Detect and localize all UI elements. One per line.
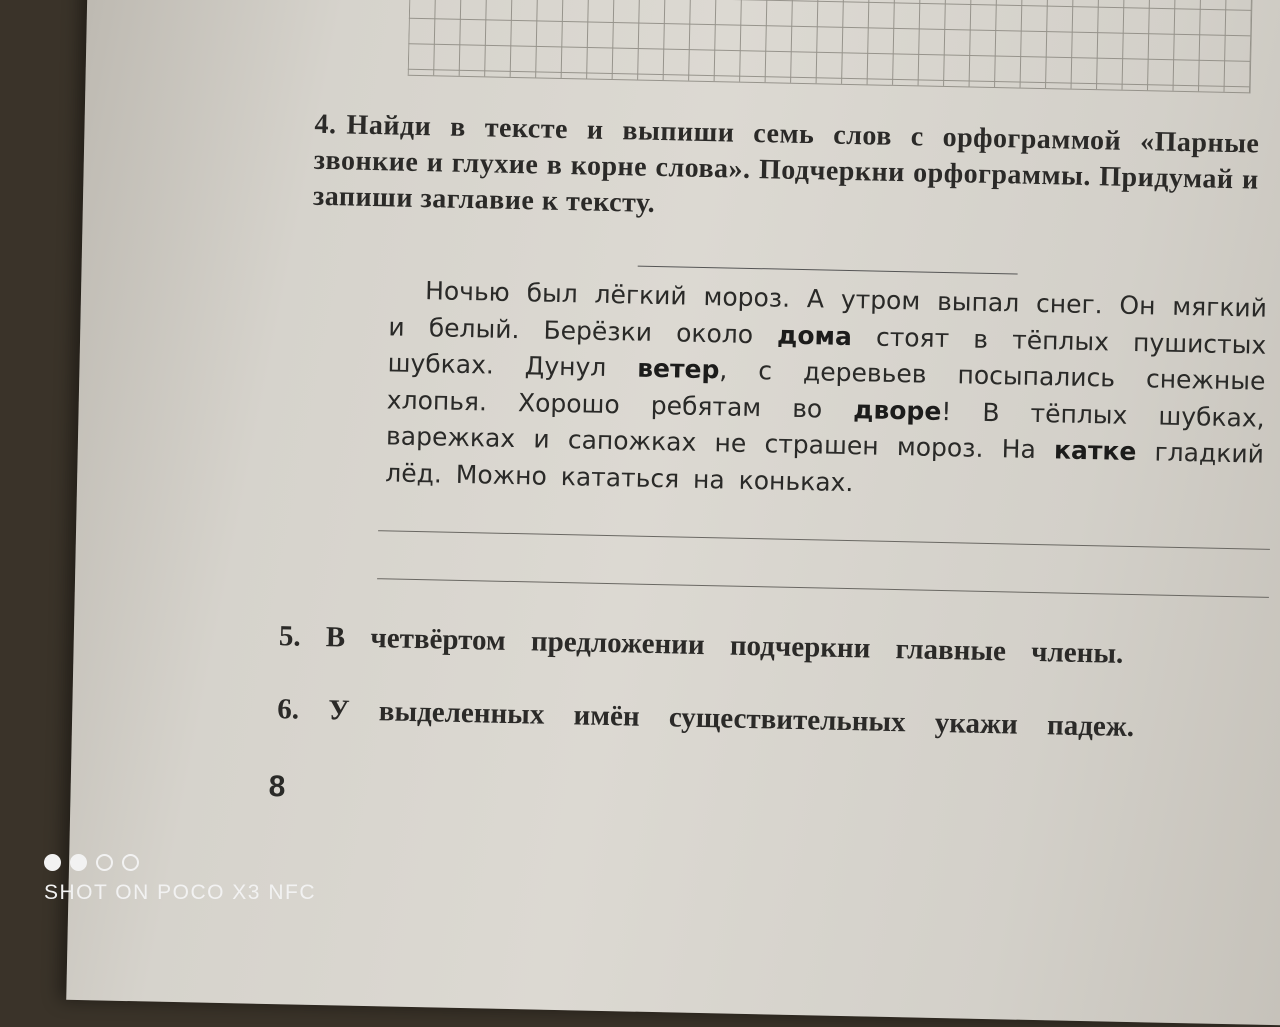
title-answer-line bbox=[638, 266, 1018, 275]
story-part-1: Ночью был лёгкий мороз. А утром выпал снег. Он мягкий и белый. Берёзки около bbox=[388, 276, 1268, 350]
highlighted-noun-1: дома bbox=[776, 320, 853, 351]
watermark-dot-icon bbox=[122, 854, 139, 871]
highlighted-noun-3: дворе bbox=[853, 394, 942, 426]
watermark-text: SHOT ON POCO X3 NFC bbox=[44, 881, 316, 904]
story-part-4: ! В тёплых шубках, варежках и сапожках не страшен мороз. На bbox=[385, 396, 1265, 465]
task-4 bbox=[313, 107, 1260, 235]
task-6 bbox=[277, 693, 1242, 746]
watermark-dot-icon bbox=[70, 854, 87, 871]
answer-line-1 bbox=[378, 530, 1270, 550]
task-5-number: 5. bbox=[278, 620, 301, 653]
task-4-text: Найди в тексте и выпиши семь слов с орфограммой «Парные звонкие и глухие в корне слова». Подчеркни орфограммы. Придумай и запиши заглавие к тексту. bbox=[312, 109, 1260, 219]
highlighted-noun-4: катке bbox=[1053, 435, 1137, 467]
task-6-number: 6. bbox=[277, 693, 300, 726]
story-part-2: стоят в тёплых пушистых шубках. Дунул bbox=[387, 321, 1267, 383]
task-4-number: 4. bbox=[314, 108, 337, 141]
answer-grid bbox=[408, 0, 1253, 93]
story-part-3: , с деревьев посыпались снежные хлопья. Хорошо ребятам во bbox=[386, 355, 1266, 424]
highlighted-noun-2: ветер bbox=[636, 353, 720, 385]
watermark-dot-icon bbox=[44, 854, 61, 871]
task-6-text: У выделенных имён существительных укажи падеж. bbox=[328, 694, 1135, 744]
story-text bbox=[385, 272, 1267, 509]
task-5 bbox=[279, 620, 1244, 673]
task-5-text: В четвёртом предложении подчеркни главные члены. bbox=[325, 621, 1124, 670]
story-part-5: гладкий лёд. Можно кататься на коньках. bbox=[385, 437, 1265, 497]
watermark-dot-icon bbox=[96, 854, 113, 871]
camera-watermark bbox=[44, 854, 316, 905]
watermark-dots bbox=[44, 854, 316, 871]
answer-line-2 bbox=[377, 578, 1269, 598]
page-number: 8 bbox=[268, 769, 286, 804]
